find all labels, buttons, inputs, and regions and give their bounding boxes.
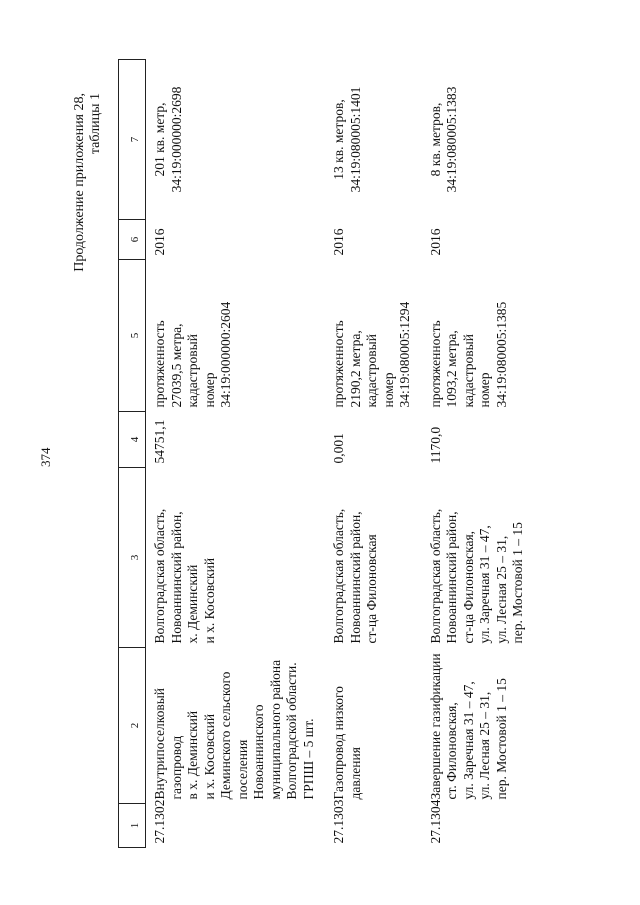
object-name: Газопровод низкого давления [331, 686, 363, 800]
object-name: Внутрипоселковый газопровод в х. Деминский и х. Косовский Деминского сельского поселения Новоаннинского муниципального района Волгоградской области. ГРПШ – 5 шт. [152, 659, 316, 800]
column-header: 1 [125, 804, 146, 848]
page-number: 374 [38, 447, 53, 467]
table-row [146, 60, 326, 848]
object-characteristics: протяженность 1093,2 метра, кадастровый номер 34:19:080005:1385 [427, 301, 509, 408]
table-row [325, 60, 422, 848]
column-header: 4 [125, 412, 146, 468]
object-name: Завершение газификации ст. Филоновская, ул. Заречная 31 – 47, ул. Лесная 25 – 31, пер. Мостовой 1 – 15 [427, 653, 509, 800]
object-characteristics: протяженность 2190,2 метра, кадастровый номер 34:19:080005:1294 [331, 301, 412, 408]
land-plot: 13 кв. метров, 34:19:080005:1401 [331, 86, 363, 193]
column-header: 2 [125, 648, 146, 804]
object-value: 1170,0 [427, 426, 443, 464]
land-plot: 8 кв. метров, 34:19:080005:1383 [427, 86, 459, 193]
column-header: 7 [125, 60, 146, 220]
property-table [118, 59, 535, 848]
table-header-row [125, 60, 146, 848]
object-location: Волгоградская область, Новоаннинский район, х. Деминский и х. Косовский [152, 508, 217, 644]
land-plot: 201 кв. метр, 34:19:000000:2698 [152, 86, 184, 193]
object-year: 2016 [331, 228, 346, 256]
object-characteristics: протяженность 27039,5 метра, кадастровый номер 34:19:000000:2604 [152, 301, 233, 408]
object-year: 2016 [427, 228, 443, 256]
object-location: Волгоградская область, Новоаннинский район, ст-ца Филоновская [331, 508, 379, 644]
table-row [422, 60, 535, 848]
row-number: 27.1303 [331, 799, 346, 844]
object-value: 0,001 [331, 433, 346, 464]
row-number: 27.1302 [152, 799, 167, 844]
object-value: 54751,1 [152, 419, 167, 464]
object-location: Волгоградская область, Новоаннинский район, ст-ца Филоновская, ул. Заречная 31 – 47, ул. Лесная 25 – 31, пер. Мостовой 1 – 15 [427, 508, 525, 644]
continuation-header: Продолжение приложения 28, таблицы 1 [72, 93, 103, 272]
object-year: 2016 [152, 228, 167, 256]
row-number: 27.1304 [427, 799, 443, 844]
column-header: 6 [125, 220, 146, 260]
column-header: 3 [125, 468, 146, 648]
column-header: 5 [125, 260, 146, 412]
